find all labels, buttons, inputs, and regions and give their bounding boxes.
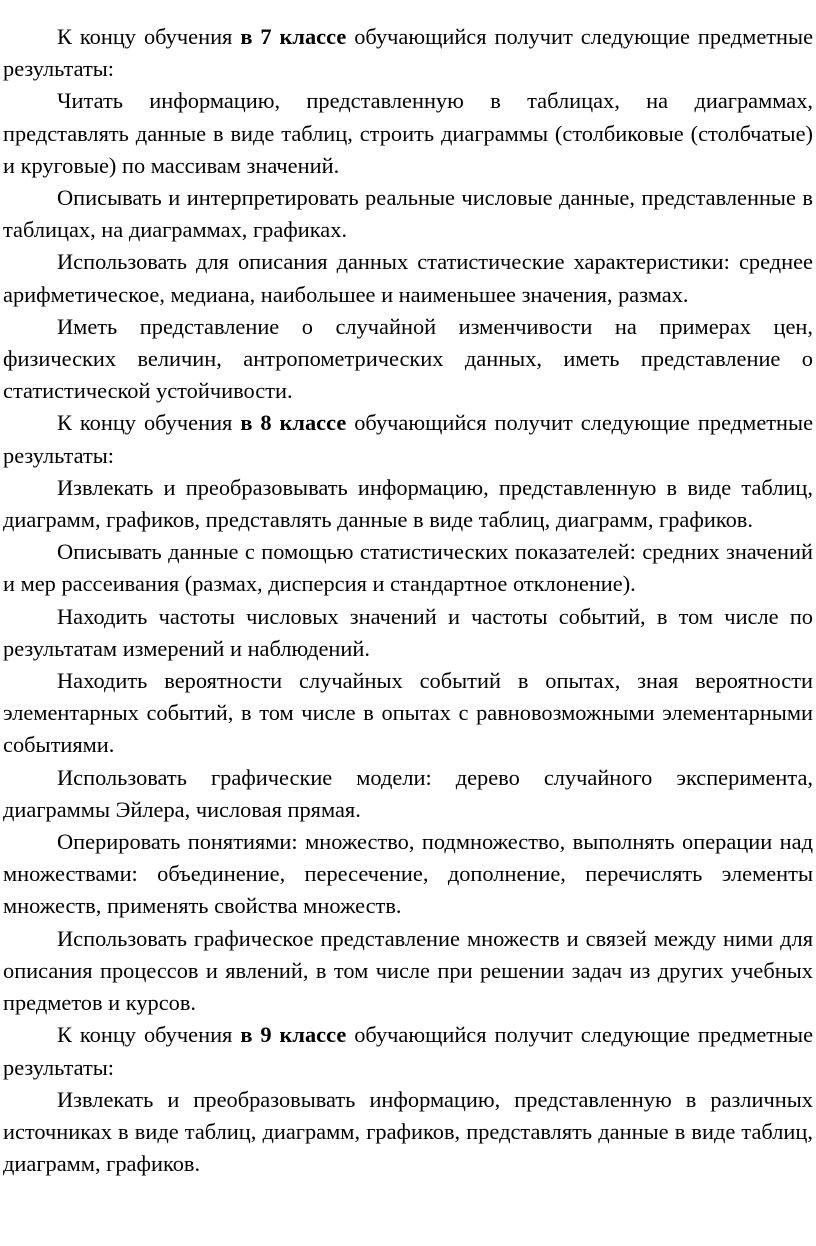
grade7-intro-bold: в 7 классе: [240, 24, 347, 49]
grade7-item-3: Использовать для описания данных статистические характеристики: среднее арифметическое, медиана, наибольшее и наименьшее значения, размах.: [3, 249, 813, 307]
grade8-intro: [3, 407, 813, 471]
document-page: [3, 21, 813, 1180]
grade7-item-4: Иметь представление о случайной изменчивости на примерах цен, физических величин, антропометрических данных, иметь представление о статистической устойчивости.: [3, 313, 813, 404]
grade7-intro-before: К концу обучения: [57, 24, 241, 49]
grade9-item-1: Извлекать и преобразовывать информацию, представленную в различных источниках в виде таблиц, диаграмм, графиков, представлять данные в виде таблиц, диаграмм, графиков.: [3, 1086, 813, 1177]
grade9-intro-after: обучающийся получит следующие предметные результаты:: [3, 1022, 814, 1080]
grade9-intro-bold: в 9 классе: [240, 1022, 347, 1048]
grade7-intro-after: обучающийся получит следующие предметные результаты:: [3, 24, 814, 82]
grade8-item-6: Оперировать понятиями: множество, подмножество, выполнять операции над множествами: объединение, пересечение, дополнение, перечислять элементы множеств, применять свойства множеств.: [3, 829, 813, 919]
grade9-intro-before: К концу обучения: [57, 1022, 241, 1048]
grade8-item-4: Находить вероятности случайных событий в опытах, зная вероятности элементарных событий, в том числе в опытах с равновозможными элементарными событиями.: [3, 668, 813, 758]
grade8-intro-bold: в 8 классе: [240, 410, 347, 436]
grade8-item-1: Извлекать и преобразовывать информацию, представленную в виде таблиц, диаграмм, графиков, представлять данные в виде таблиц, диаграмм, графиков.: [3, 474, 813, 533]
grade7-item-2: Описывать и интерпретировать реальные числовые данные, представленные в таблицах, на диаграммах, графиках.: [3, 185, 813, 243]
grade7-item-1: Читать информацию, представленную в таблицах, на диаграммах, представлять данные в виде таблиц, строить диаграммы (столбиковые (столбчатые) и круговые) по массивам значений.: [3, 88, 813, 178]
grade8-item-5: Использовать графические модели: дерево случайного эксперимента, диаграммы Эйлера, числовая прямая.: [3, 764, 813, 822]
grade8-item-3: Находить частоты числовых значений и частоты событий, в том числе по результатам измерений и наблюдений.: [3, 603, 813, 661]
grade8-intro-after: обучающийся получит следующие предметные результаты:: [3, 410, 814, 468]
grade9-intro: [3, 1019, 813, 1083]
grade7-intro: [3, 21, 813, 85]
grade8-item-7: Использовать графическое представление множеств и связей между ними для описания процессов и явлений, в том числе при решении задач из других учебных предметов и курсов.: [3, 925, 813, 1016]
grade8-intro-before: К концу обучения: [57, 410, 241, 436]
grade8-item-2: Описывать данные с помощью статистических показателей: средних значений и мер рассеивания (размах, дисперсия и стандартное отклонение).: [3, 539, 813, 597]
